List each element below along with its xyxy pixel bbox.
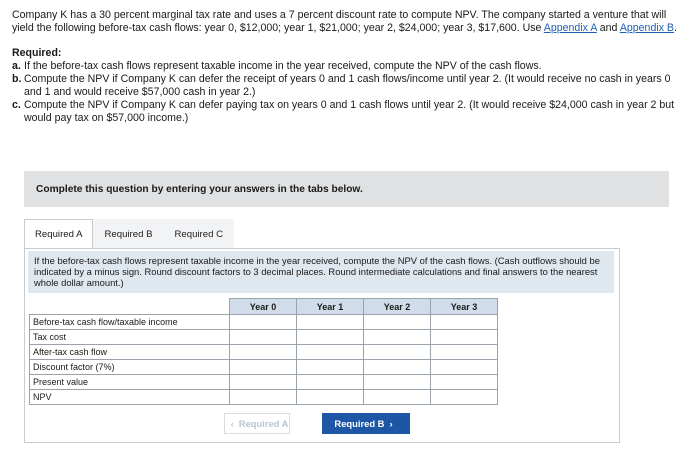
answer-cell bbox=[364, 330, 431, 345]
answer-input[interactable] bbox=[431, 331, 497, 344]
row-label: Present value bbox=[30, 375, 230, 390]
answer-cell bbox=[364, 360, 431, 375]
requirement-text: If the before-tax cash flows represent taxable income in the year received, compute the NPV of the cash flows. bbox=[24, 60, 542, 72]
intro-text: Company K has a 30 percent marginal tax rate and uses a 7 percent discount rate to compute NPV. The company started a venture that will yield the following before-tax cash flows: year 0, $12,000; year 1, $21,000; year 2, $24,000; year 3, $17,600. Use bbox=[12, 9, 667, 34]
answer-input[interactable] bbox=[431, 346, 497, 359]
row-label: Discount factor (7%) bbox=[30, 360, 230, 375]
answer-cell bbox=[431, 375, 498, 390]
tab-bar bbox=[24, 219, 234, 249]
column-header: Year 3 bbox=[431, 299, 498, 315]
required-heading: Required: bbox=[12, 47, 62, 59]
answer-cell bbox=[297, 315, 364, 330]
column-header: Year 2 bbox=[364, 299, 431, 315]
answer-input[interactable] bbox=[364, 331, 430, 344]
answer-input[interactable] bbox=[431, 391, 497, 404]
answer-input[interactable] bbox=[230, 316, 296, 329]
answer-input[interactable] bbox=[364, 316, 430, 329]
answer-input[interactable] bbox=[431, 376, 497, 389]
requirement-letter: a. bbox=[12, 60, 21, 72]
answer-cell bbox=[297, 390, 364, 405]
answer-input[interactable] bbox=[230, 376, 296, 389]
table-row bbox=[30, 330, 498, 345]
header-blank bbox=[30, 299, 230, 315]
and-text: and bbox=[599, 22, 618, 34]
answer-table bbox=[29, 298, 498, 405]
table-row bbox=[30, 390, 498, 405]
answer-cell bbox=[230, 330, 297, 345]
answer-input[interactable] bbox=[364, 376, 430, 389]
answer-input[interactable] bbox=[230, 391, 296, 404]
tab-required-a[interactable]: Required A bbox=[24, 219, 93, 249]
chevron-right-icon: › bbox=[389, 418, 393, 429]
tab-required-c[interactable]: Required C bbox=[163, 219, 234, 249]
answer-input[interactable] bbox=[297, 376, 363, 389]
table-row bbox=[30, 360, 498, 375]
instruction-banner: Complete this question by entering your answers in the tabs below. bbox=[24, 171, 669, 207]
answer-cell bbox=[431, 315, 498, 330]
answer-input[interactable] bbox=[364, 391, 430, 404]
question-prompt: If the before-tax cash flows represent taxable income in the year received, compute the NPV of the cash flows. (Cash outflows should be indicated by a minus sign. Round discount factors to 3 decimal places. Round intermediate calculations and final answers to the nearest whole dollar amount.) bbox=[28, 251, 614, 293]
requirement-a bbox=[12, 60, 684, 73]
column-header: Year 0 bbox=[230, 299, 297, 315]
answer-cell bbox=[230, 345, 297, 360]
answer-cell bbox=[230, 375, 297, 390]
table-row bbox=[30, 375, 498, 390]
next-tab-label: Required B bbox=[334, 418, 385, 429]
answer-cell bbox=[297, 360, 364, 375]
problem-statement bbox=[12, 9, 684, 125]
table-header-row bbox=[30, 299, 498, 315]
requirement-letter: b. bbox=[12, 73, 22, 85]
answer-cell bbox=[364, 345, 431, 360]
table-row bbox=[30, 345, 498, 360]
prev-tab-label: Required A bbox=[238, 418, 289, 429]
next-tab-button[interactable] bbox=[322, 413, 410, 434]
appendix-a-link[interactable]: Appendix A bbox=[543, 22, 597, 34]
answer-cell bbox=[431, 360, 498, 375]
table-row bbox=[30, 315, 498, 330]
answer-input[interactable] bbox=[230, 361, 296, 374]
row-label: NPV bbox=[30, 390, 230, 405]
answer-cell bbox=[431, 330, 498, 345]
appendix-b-link[interactable]: Appendix B bbox=[619, 22, 674, 34]
answer-input[interactable] bbox=[230, 331, 296, 344]
requirement-b bbox=[12, 73, 684, 99]
requirement-text: Compute the NPV if Company K can defer paying tax on years 0 and 1 cash flows until year 2. (It would receive $24,000 cash in year 2 but would pay tax on $57,000 income.) bbox=[24, 99, 675, 124]
requirement-letter: c. bbox=[12, 99, 21, 111]
answer-cell bbox=[297, 330, 364, 345]
problem-intro bbox=[12, 9, 684, 35]
answer-cell bbox=[431, 345, 498, 360]
answer-cell bbox=[364, 315, 431, 330]
row-label: Tax cost bbox=[30, 330, 230, 345]
answer-cell bbox=[230, 390, 297, 405]
answer-cell bbox=[364, 390, 431, 405]
row-label: After-tax cash flow bbox=[30, 345, 230, 360]
answer-input[interactable] bbox=[431, 316, 497, 329]
requirement-c bbox=[12, 99, 684, 125]
answer-cell bbox=[431, 390, 498, 405]
answer-input[interactable] bbox=[230, 346, 296, 359]
answer-input[interactable] bbox=[297, 361, 363, 374]
answer-input[interactable] bbox=[297, 346, 363, 359]
answer-cell bbox=[230, 360, 297, 375]
intro-period: . bbox=[674, 22, 677, 34]
answer-input[interactable] bbox=[297, 316, 363, 329]
answer-cell bbox=[297, 345, 364, 360]
answer-input[interactable] bbox=[364, 346, 430, 359]
answer-cell bbox=[230, 315, 297, 330]
requirement-text: Compute the NPV if Company K can defer the receipt of years 0 and 1 cash flows/income until year 2. (It would receive no cash in years 0 and 1 and would receive $57,000 cash in year 2.) bbox=[24, 73, 671, 98]
answer-input[interactable] bbox=[297, 331, 363, 344]
answer-cell bbox=[297, 375, 364, 390]
answer-input[interactable] bbox=[364, 361, 430, 374]
column-header: Year 1 bbox=[297, 299, 364, 315]
row-label: Before-tax cash flow/taxable income bbox=[30, 315, 230, 330]
tab-required-b[interactable]: Required B bbox=[93, 219, 163, 249]
chevron-left-icon: ‹ bbox=[230, 418, 234, 429]
answer-input[interactable] bbox=[431, 361, 497, 374]
prev-tab-button[interactable] bbox=[224, 413, 290, 434]
answer-cell bbox=[364, 375, 431, 390]
answer-input[interactable] bbox=[297, 391, 363, 404]
